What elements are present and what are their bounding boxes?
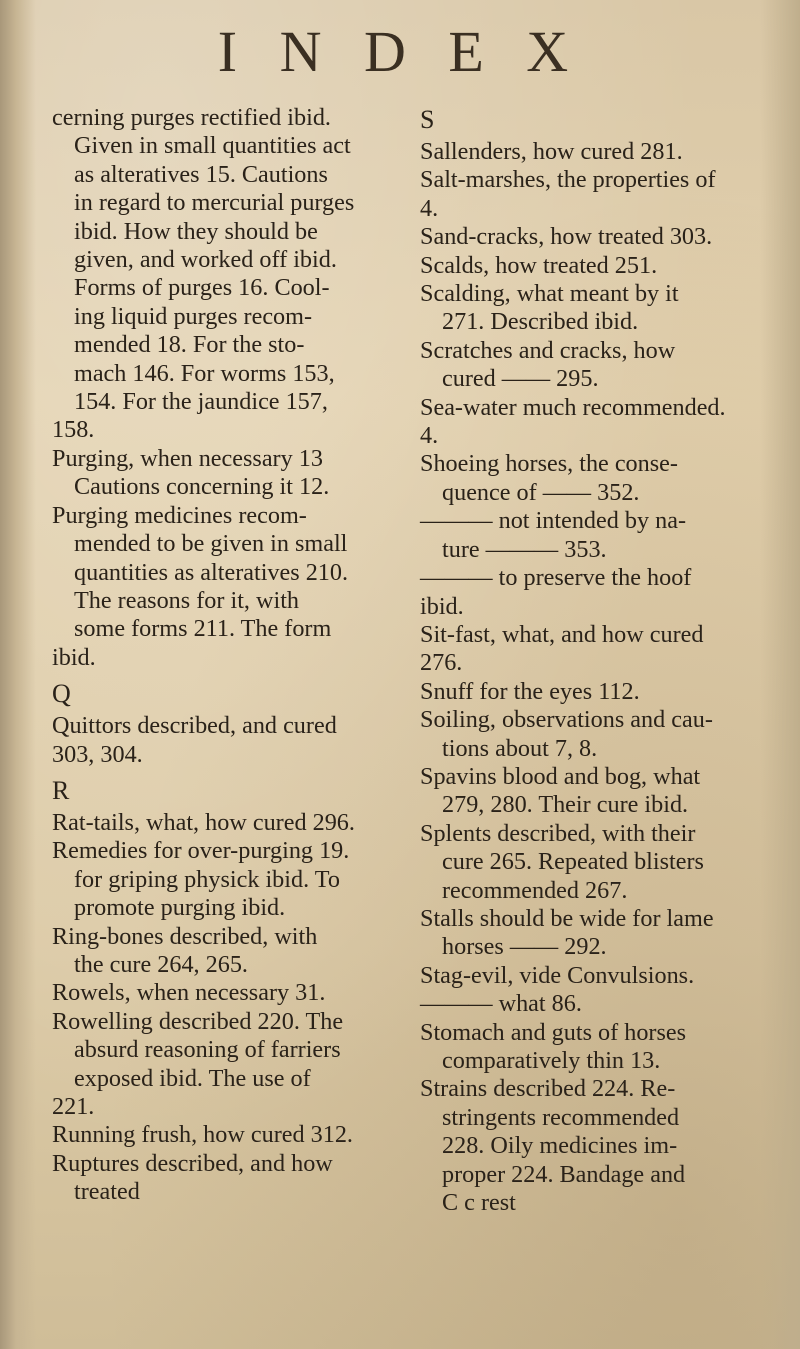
- index-line: Sit-fast, what, and how cured: [420, 620, 704, 648]
- index-line: cerning purges rectified ibid.: [52, 104, 331, 131]
- index-line: quantities as alteratives 210.: [74, 558, 349, 586]
- section-letter-r: R: [52, 775, 70, 805]
- index-line: ——— what 86.: [420, 990, 582, 1018]
- index-line: Scratches and cracks, how: [420, 336, 676, 364]
- index-line: for griping physick ibid. To: [74, 865, 340, 893]
- index-line: Splents described, with their: [420, 819, 696, 847]
- index-line: Scalds, how treated 251.: [420, 251, 658, 279]
- index-line: Stomach and guts of horses: [420, 1018, 687, 1046]
- index-line: Rowelling described 220. The: [52, 1007, 344, 1035]
- index-line: 303, 304.: [52, 740, 143, 768]
- index-line: ibid. How they should be: [74, 217, 318, 245]
- index-line: ——— to preserve the hoof: [420, 564, 692, 592]
- index-line: in regard to mercurial purges: [74, 189, 355, 217]
- index-line: 154. For the jaundice 157,: [74, 388, 328, 416]
- index-line: Forms of purges 16. Cool-: [74, 274, 330, 302]
- index-line: 279, 280. Their cure ibid.: [442, 791, 689, 819]
- index-line: stringents recommended: [442, 1103, 680, 1131]
- index-line: Stalls should be wide for lame: [420, 904, 714, 932]
- index-line: Rowels, when necessary 31.: [52, 979, 326, 1007]
- index-line: Sea-water much recommended.: [420, 393, 726, 421]
- index-text: [52, 104, 407, 1207]
- index-line: cured —— 295.: [442, 365, 599, 393]
- index-line: 276.: [420, 649, 463, 677]
- index-line: Sand-cracks, how treated 303.: [420, 223, 713, 251]
- index-line: quence of —— 352.: [442, 478, 640, 506]
- page-edge-left: [0, 0, 36, 1349]
- index-line: comparatively thin 13.: [442, 1047, 661, 1074]
- page-edge-right: [760, 0, 800, 1349]
- index-line: 158.: [52, 416, 95, 444]
- index-line: ture ——— 353.: [442, 535, 607, 563]
- index-line: Ruptures described, and how: [52, 1149, 333, 1177]
- index-line: promote purging ibid.: [74, 894, 286, 922]
- index-line: Spavins blood and bog, what: [420, 762, 701, 790]
- index-line: cure 265. Repeated blisters: [442, 848, 704, 876]
- index-line: Sallenders, how cured 281.: [420, 138, 683, 165]
- index-line: Rat-tails, what, how cured 296.: [52, 808, 355, 836]
- index-line: given, and worked off ibid.: [74, 246, 337, 274]
- index-line: Purging medicines recom-: [52, 501, 307, 529]
- index-text: [420, 104, 765, 1217]
- index-line: Salt-marshes, the properties of: [420, 166, 716, 194]
- index-line: horses —— 292.: [442, 933, 607, 961]
- index-line: 271. Described ibid.: [442, 308, 639, 336]
- index-line: Cautions concerning it 12.: [74, 473, 330, 501]
- index-line: Stag-evil, vide Convulsions.: [420, 961, 695, 989]
- index-line: some forms 211. The form: [74, 615, 332, 643]
- index-line: ——— not intended by na-: [420, 507, 687, 535]
- index-line: Remedies for over-purging 19.: [52, 837, 350, 865]
- index-line: Strains described 224. Re-: [420, 1075, 676, 1103]
- index-line: mended 18. For the sto-: [74, 331, 305, 359]
- page-footer-signature: C c rest: [442, 1189, 516, 1217]
- index-line: exposed ibid. The use of: [74, 1064, 311, 1092]
- index-line: tions about 7, 8.: [442, 734, 598, 762]
- index-line: Purging, when necessary 13: [52, 444, 323, 472]
- index-column-right: [420, 104, 765, 1217]
- index-line: Quittors described, and cured: [52, 712, 337, 740]
- index-line: The reasons for it, with: [74, 586, 300, 614]
- page-header: I N D E X: [217, 19, 583, 84]
- index-line: 4.: [420, 422, 439, 450]
- index-line: treated: [74, 1178, 140, 1206]
- section-letter-s: S: [420, 105, 435, 134]
- index-line: as alteratives 15. Cautions: [74, 160, 328, 188]
- index-line: Running frush, how cured 312.: [52, 1121, 353, 1149]
- section-letter-q: Q: [52, 679, 71, 709]
- index-line: Shoeing horses, the conse-: [420, 450, 678, 478]
- index-line: mended to be given in small: [74, 530, 348, 558]
- index-line: ibid.: [52, 643, 96, 671]
- index-line: Ring-bones described, with: [52, 922, 318, 950]
- index-line: Snuff for the eyes 112.: [420, 677, 640, 705]
- index-line: 228. Oily medicines im-: [442, 1132, 678, 1160]
- index-line: ing liquid purges recom-: [74, 302, 313, 330]
- index-column-left: [52, 104, 407, 1207]
- index-line: the cure 264, 265.: [74, 950, 248, 978]
- index-line: mach 146. For worms 153,: [74, 359, 335, 387]
- index-line: Scalding, what meant by it: [420, 280, 679, 308]
- index-line: Given in small quantities act: [74, 132, 351, 160]
- index-line: recommended 267.: [442, 876, 628, 904]
- index-line: 4.: [420, 194, 439, 222]
- index-line: Soiling, observations and cau-: [420, 706, 713, 734]
- index-line: proper 224. Bandage and: [442, 1160, 686, 1188]
- index-line: absurd reasoning of farriers: [74, 1036, 341, 1064]
- index-line: 221.: [52, 1093, 95, 1120]
- index-line: ibid.: [420, 592, 464, 620]
